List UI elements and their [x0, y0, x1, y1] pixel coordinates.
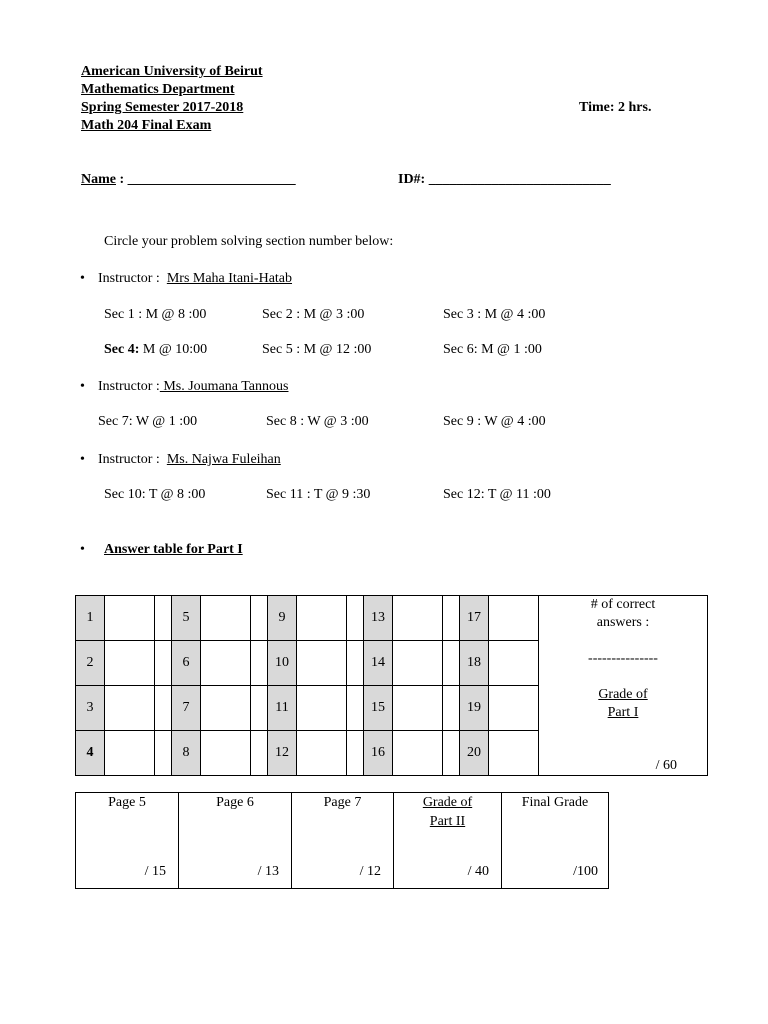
grade-part1-label [539, 686, 707, 722]
answer-cell[interactable] [201, 641, 251, 686]
question-number: 3 [76, 686, 105, 731]
grade-cell-label-2: Part II [429, 814, 466, 829]
spacer-cell [251, 731, 268, 776]
id-label: ID#: [398, 172, 429, 187]
instruction-text: Circle your problem solving section number below: [104, 234, 394, 249]
section-option[interactable]: Sec 11 : T @ 9 :30 [266, 487, 371, 502]
question-number: 16 [364, 731, 393, 776]
spacer-cell [251, 596, 268, 641]
question-number: 8 [172, 731, 201, 776]
correct-label-line2: answers : [596, 615, 650, 630]
spacer-cell [251, 686, 268, 731]
answer-cell[interactable] [297, 596, 347, 641]
grades-table [75, 792, 609, 889]
correct-label [539, 596, 707, 632]
grade-denominator: / 12 [359, 864, 381, 879]
grade-cell-label: Page 5 [108, 795, 146, 810]
section-option[interactable]: Sec 1 : M @ 8 :00 [104, 307, 207, 322]
spacer-cell [443, 731, 460, 776]
section-bold-label: Sec 4: [104, 342, 140, 357]
question-number: 11 [268, 686, 297, 731]
answer-cell[interactable] [393, 686, 443, 731]
spacer-cell [347, 686, 364, 731]
spacer-cell [347, 596, 364, 641]
section-option[interactable]: Sec 7: W @ 1 :00 [98, 414, 198, 429]
question-number: 4 [76, 731, 105, 776]
grade-cell[interactable] [394, 793, 502, 889]
spacer-cell [443, 686, 460, 731]
instructor-prefix: Instructor : [98, 379, 160, 394]
grade-cell-label: Grade of [422, 795, 473, 810]
question-number: 12 [268, 731, 297, 776]
grade-denominator: / 15 [144, 864, 166, 879]
instructor-name: Ms. Joumana Tannous [159, 379, 289, 394]
question-number: 19 [460, 686, 489, 731]
question-number: 13 [364, 596, 393, 641]
section-option[interactable] [104, 342, 207, 358]
question-number: 2 [76, 641, 105, 686]
question-number: 1 [76, 596, 105, 641]
question-number: 14 [364, 641, 393, 686]
answer-cell[interactable] [201, 686, 251, 731]
grade-cell[interactable] [76, 793, 179, 889]
instructor-prefix: Instructor : [98, 271, 164, 286]
exam-title: Math 204 Final Exam [81, 118, 212, 133]
grade-cell[interactable] [292, 793, 394, 889]
answer-cell[interactable] [393, 641, 443, 686]
answer-cell[interactable] [105, 686, 155, 731]
id-line: __________________________ [428, 172, 611, 187]
part1-score-cell[interactable] [539, 596, 708, 776]
grade-cell[interactable] [179, 793, 292, 889]
answer-cell[interactable] [201, 731, 251, 776]
question-number: 9 [268, 596, 297, 641]
grade-cell[interactable] [502, 793, 609, 889]
grade-label-line2: Part I [607, 705, 639, 720]
answer-cell[interactable] [393, 596, 443, 641]
section-option[interactable]: Sec 5 : M @ 12 :00 [262, 342, 372, 357]
spacer-cell [347, 731, 364, 776]
grade-cell-label: Page 6 [216, 795, 254, 810]
spacer-cell [155, 731, 172, 776]
question-number: 17 [460, 596, 489, 641]
spacer-cell [155, 596, 172, 641]
instructor-line-1 [98, 271, 292, 287]
grade-denominator: /100 [573, 864, 598, 879]
section-time: M @ 10:00 [142, 342, 208, 357]
semester: Spring Semester 2017-2018 [81, 100, 244, 115]
answer-cell[interactable] [297, 686, 347, 731]
name-label: Name [81, 172, 116, 187]
question-number: 15 [364, 686, 393, 731]
answer-cell[interactable] [105, 731, 155, 776]
university-name: American University of Beirut [81, 64, 263, 79]
instructor-name: Ms. Najwa Fuleihan [166, 452, 281, 467]
section-option[interactable]: Sec 9 : W @ 4 :00 [443, 414, 546, 429]
question-number: 10 [268, 641, 297, 686]
bullet-icon: • [80, 542, 85, 557]
spacer-cell [443, 641, 460, 686]
answer-cell[interactable] [297, 641, 347, 686]
section-option[interactable]: Sec 2 : M @ 3 :00 [262, 307, 365, 322]
section-option[interactable]: Sec 12: T @ 11 :00 [443, 487, 551, 502]
name-colon: : [116, 172, 128, 187]
spacer-cell [155, 641, 172, 686]
spacer-cell [251, 641, 268, 686]
name-line: ________________________ [127, 172, 296, 187]
question-number: 5 [172, 596, 201, 641]
name-field[interactable] [81, 172, 296, 188]
grade-cell-label: Page 7 [323, 795, 362, 810]
part1-out-of: / 60 [655, 758, 677, 773]
section-option[interactable]: Sec 3 : M @ 4 :00 [443, 307, 546, 322]
answer-table-heading: Answer table for Part I [104, 542, 243, 557]
answer-cell[interactable] [489, 641, 539, 686]
section-option[interactable]: Sec 8 : W @ 3 :00 [266, 414, 369, 429]
instructor-prefix: Instructor : [98, 452, 164, 467]
question-number: 6 [172, 641, 201, 686]
section-option[interactable]: Sec 6: M @ 1 :00 [443, 342, 542, 357]
id-field[interactable] [398, 172, 611, 188]
question-number: 7 [172, 686, 201, 731]
answer-cell[interactable] [201, 596, 251, 641]
instructor-line-3 [98, 452, 281, 468]
bullet-icon: • [80, 271, 85, 286]
table-row [76, 596, 708, 641]
grade-label-line1: Grade of [598, 687, 648, 702]
answer-cell[interactable] [105, 596, 155, 641]
department-name: Mathematics Department [81, 82, 235, 97]
answer-cell[interactable] [489, 731, 539, 776]
answer-cell[interactable] [489, 596, 539, 641]
spacer-cell [347, 641, 364, 686]
grade-cell-label: Final Grade [521, 795, 589, 810]
instructor-line-2 [98, 379, 288, 395]
answer-cell[interactable] [489, 686, 539, 731]
question-number: 18 [460, 641, 489, 686]
grade-denominator: / 40 [467, 864, 489, 879]
answer-table [75, 595, 708, 776]
bullet-icon: • [80, 379, 85, 394]
answer-cell[interactable] [393, 731, 443, 776]
section-option[interactable]: Sec 10: T @ 8 :00 [104, 487, 206, 502]
correct-dashes: --------------- [588, 651, 658, 666]
instructor-name: Mrs Maha Itani-Hatab [166, 271, 293, 286]
grade-denominator: / 13 [257, 864, 279, 879]
spacer-cell [443, 596, 460, 641]
correct-label-line1: # of correct [590, 597, 656, 612]
question-number: 20 [460, 731, 489, 776]
bullet-icon: • [80, 452, 85, 467]
exam-time: Time: 2 hrs. [579, 100, 652, 115]
answer-cell[interactable] [297, 731, 347, 776]
answer-cell[interactable] [105, 641, 155, 686]
spacer-cell [155, 686, 172, 731]
